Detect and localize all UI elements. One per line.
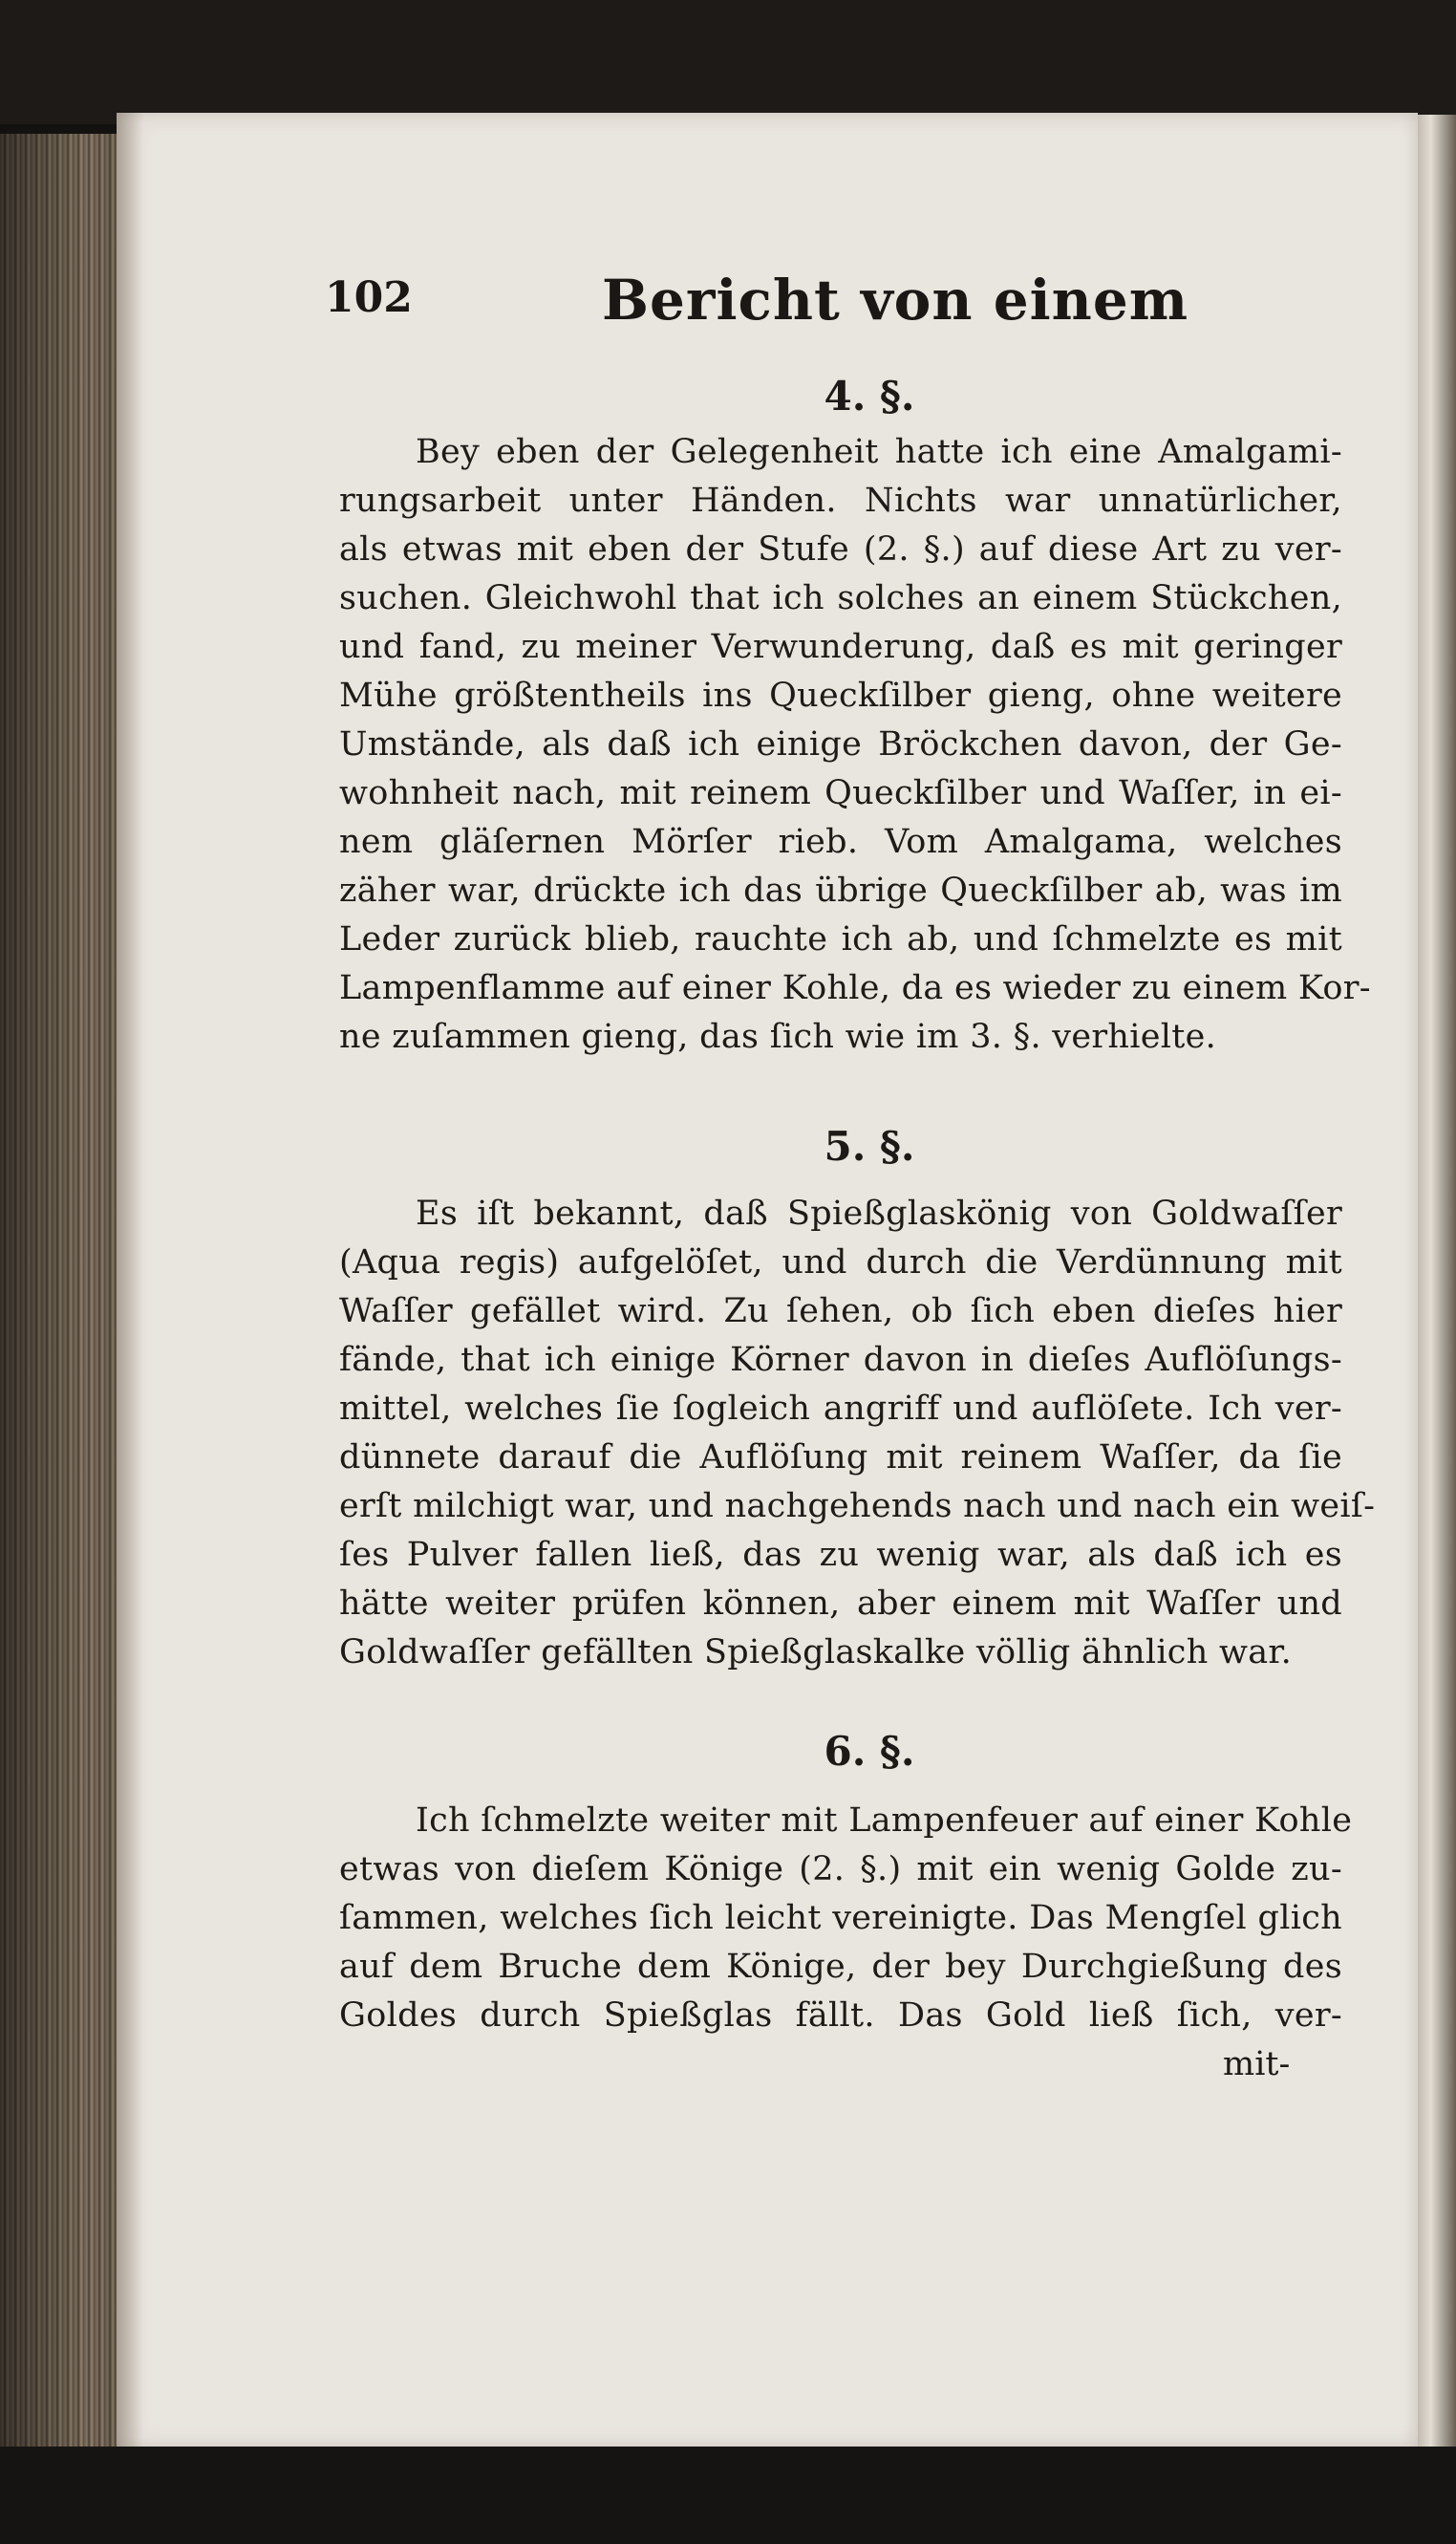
text-line: ne zuſammen gieng, das ſich wie im 3. §. verhielte. [339, 1018, 1217, 1056]
text-line: suchen. Gleichwohl that ich solches an einem Stückchen, [339, 579, 1342, 617]
text-line: Waſſer gefället wird. Zu ſehen, ob ſich eben dieſes hier [339, 1292, 1342, 1330]
section-heading-6: 6. §. [824, 1728, 915, 1775]
text-line: dünnete darauf die Auflöſung mit reinem Waſſer, da ſie [339, 1438, 1342, 1477]
text-line: und fand, zu meiner Verwunderung, daß es mit geringer [339, 628, 1342, 666]
scan-background-top [0, 0, 1456, 124]
page-number: 102 [325, 273, 413, 322]
section-4-text [339, 428, 1371, 1062]
text-line: ſammen, welches ſich leicht vereinigte. Das Mengſel glich [339, 1899, 1342, 1937]
text-line: Umstände, als daß ich einige Bröckchen davon, der Ge- [339, 725, 1342, 764]
text-line: hätte weiter prüfen können, aber einem mit Waſſer und [339, 1585, 1342, 1623]
section-5-text [339, 1190, 1376, 1677]
text-line: Goldwaſſer gefällten Spießglaskalke völlig ähnlich war. [339, 1633, 1293, 1671]
section-6-text [339, 1797, 1353, 2040]
section-heading-5: 5. §. [824, 1123, 915, 1170]
text-line: Bey eben der Gelegenheit hatte ich eine Amalgami- [416, 433, 1342, 471]
text-line: Es iſt bekannt, daß Spießglaskönig von Goldwaſſer [416, 1195, 1342, 1233]
section-heading-4: 4. §. [824, 373, 915, 420]
text-line: ſes Pulver fallen ließ, das zu wenig war, als daß ich es [339, 1536, 1342, 1574]
text-line: rungsarbeit unter Händen. Nichts war unnatürlicher, [339, 482, 1342, 520]
text-line: Goldes durch Spießglas fällt. Das Gold ließ ſich, ver- [339, 1996, 1342, 2035]
text-line: nem gläſernen Mörſer rieb. Vom Amalgama, welches [339, 823, 1342, 861]
text-line: erſt milchigt war, und nachgehends nach und nach ein weiſ- [339, 1487, 1376, 1525]
text-line: auf dem Bruche dem Könige, der bey Durchgießung des [339, 1948, 1342, 1986]
running-title: Bericht von einem [602, 268, 1189, 333]
text-line: Mühe größtentheils ins Queckſilber gieng, ohne weitere [339, 677, 1342, 715]
text-line: als etwas mit eben der Stufe (2. §.) auf diese Art zu ver- [339, 530, 1342, 569]
scan-background-bottom [0, 2447, 1456, 2544]
facing-page-edge [1414, 115, 1456, 2447]
text-line: zäher war, drückte ich das übrige Queckſilber ab, was im [339, 872, 1342, 910]
text-line: wohnheit nach, mit reinem Queckſilber und Waſſer, in ei- [339, 774, 1342, 812]
book-edge-shadow [0, 134, 124, 2447]
text-line: mittel, welches ſie ſogleich angriff und auflöſete. Ich ver- [339, 1390, 1342, 1428]
page-gutter-shadow [117, 113, 143, 2448]
text-line: etwas von dieſem Könige (2. §.) mit ein wenig Golde zu- [339, 1850, 1342, 1888]
text-line: Leder zurück blieb, rauchte ich ab, und ſchmelzte es mit [339, 920, 1342, 959]
running-head [325, 268, 1385, 344]
text-line: Lampenflamme auf einer Kohle, da es wieder zu einem Kor- [339, 969, 1371, 1007]
text-line: (Aqua regis) aufgelöſet, und durch die Verdünnung mit [339, 1243, 1342, 1282]
catchword: mit- [1223, 2045, 1291, 2083]
text-line: fände, that ich einige Körner davon in dieſes Auflöſungs- [339, 1341, 1342, 1379]
text-line: Ich ſchmelzte weiter mit Lampenfeuer auf einer Kohle [416, 1801, 1353, 1840]
